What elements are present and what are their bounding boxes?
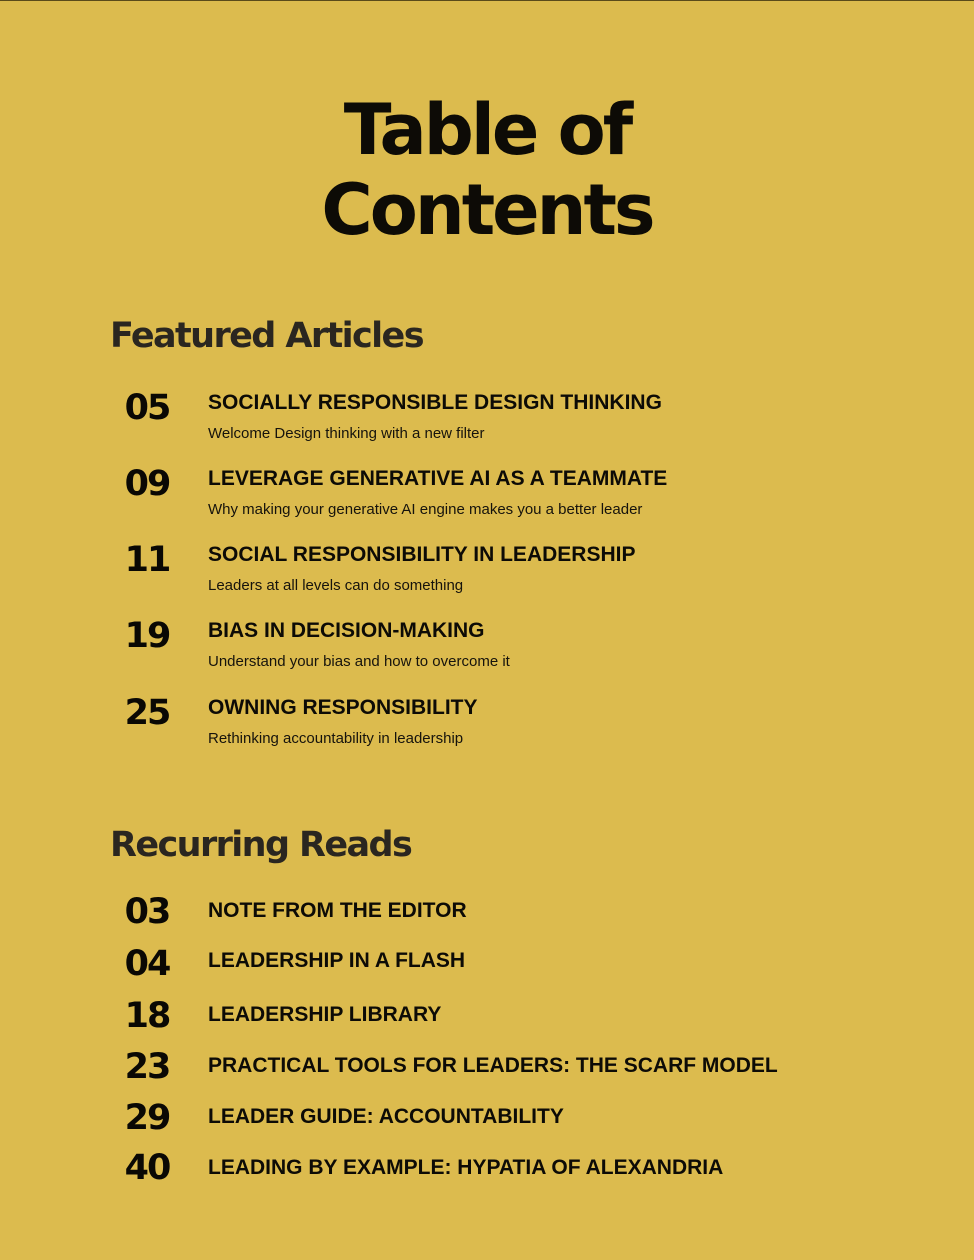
entry-subtitle: Welcome Design thinking with a new filter xyxy=(208,425,485,442)
top-rule xyxy=(0,0,974,1)
page-number: 29 xyxy=(124,1098,170,1138)
entry-title[interactable]: NOTE FROM THE EDITOR xyxy=(208,899,467,922)
page-number: 04 xyxy=(124,944,170,984)
page-number: 18 xyxy=(124,996,170,1036)
entry-title[interactable]: OWNING RESPONSIBILITY xyxy=(208,696,478,719)
entry-title[interactable]: SOCIALLY RESPONSIBLE DESIGN THINKING xyxy=(208,391,662,414)
page-number: 40 xyxy=(124,1148,170,1188)
entry-subtitle: Leaders at all levels can do something xyxy=(208,577,464,594)
entry-title[interactable]: LEADER GUIDE: ACCOUNTABILITY xyxy=(208,1105,564,1128)
featured-articles-heading: Featured Articles xyxy=(110,316,423,356)
entry-title[interactable]: LEADERSHIP LIBRARY xyxy=(208,1003,442,1026)
entry-title[interactable]: LEADING BY EXAMPLE: HYPATIA OF ALEXANDRIA xyxy=(208,1156,724,1179)
page-number: 23 xyxy=(124,1047,170,1087)
entry-title[interactable]: LEADERSHIP IN A FLASH xyxy=(208,949,466,972)
entry-title[interactable]: LEVERAGE GENERATIVE AI AS A TEAMMATE xyxy=(208,467,668,490)
entry-title[interactable]: BIAS IN DECISION-MAKING xyxy=(208,619,485,642)
page-number: 09 xyxy=(124,464,170,504)
entry-subtitle: Rethinking accountability in leadership xyxy=(208,730,464,747)
page-number: 19 xyxy=(124,616,170,656)
entry-subtitle: Why making your generative AI engine makes you a better leader xyxy=(208,501,643,518)
page-number: 11 xyxy=(124,540,170,580)
page-number: 05 xyxy=(124,388,170,428)
entry-subtitle: Understand your bias and how to overcome it xyxy=(208,653,510,670)
page-title-line-2: Contents xyxy=(321,169,653,251)
page-number: 25 xyxy=(124,693,170,733)
recurring-reads-heading: Recurring Reads xyxy=(110,825,412,865)
entry-title[interactable]: SOCIAL RESPONSIBILITY IN LEADERSHIP xyxy=(208,543,636,566)
entry-title[interactable]: PRACTICAL TOOLS FOR LEADERS: THE SCARF MODEL xyxy=(208,1054,778,1077)
page-title-line-1: Table of xyxy=(343,89,631,171)
page-title xyxy=(0,90,974,250)
page-number: 03 xyxy=(124,892,170,932)
